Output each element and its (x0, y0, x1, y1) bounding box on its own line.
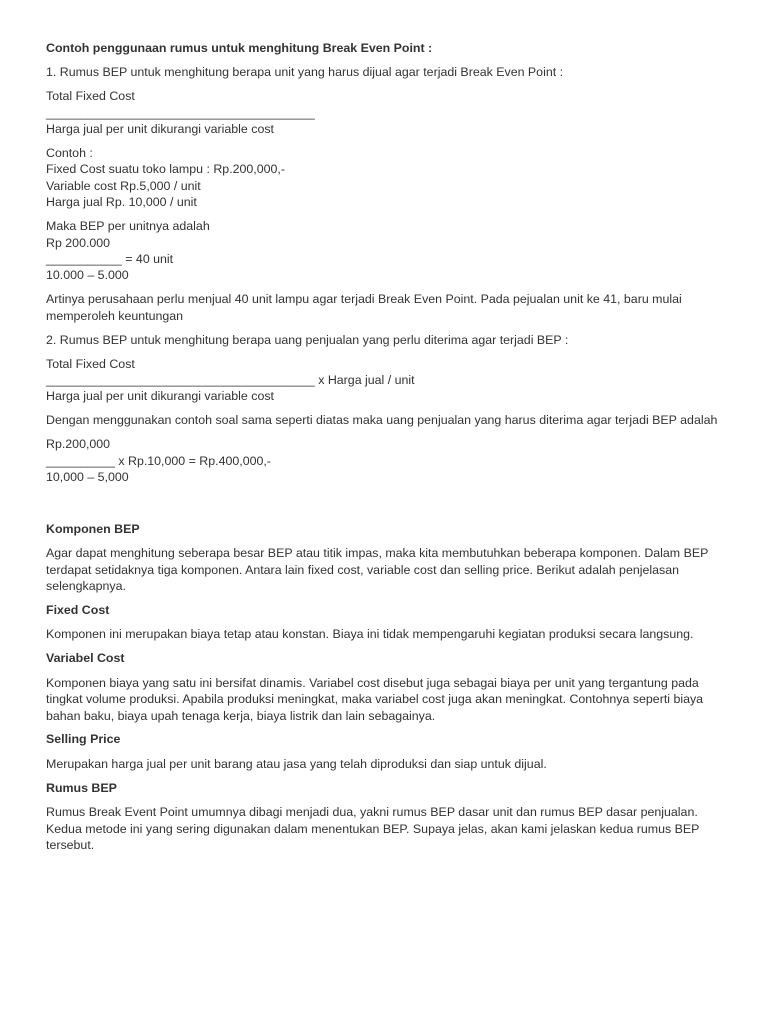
calculation-result: __________ x Rp.10,000 = Rp.400,000,- (46, 453, 271, 468)
formula-denominator: Harga jual per unit dikurangi variable cost (46, 389, 274, 404)
calculation-intro: Maka BEP per unitnya adalah (46, 219, 210, 234)
formula-fraction-bar: _______________________________________ x Harga jual / unit (46, 372, 415, 387)
paragraph-selling-price: Merupakan harga jual per unit barang atau jasa yang telah diproduksi dan siap untuk dijual. (46, 756, 547, 771)
example-block (46, 145, 726, 211)
section-title-components: Komponen BEP (46, 521, 140, 536)
calculation-result: ___________ = 40 unit (46, 251, 174, 266)
example-fixed-cost: Fixed Cost suatu toko lampu : Rp.200,000,- (46, 162, 285, 177)
formula-denominator: Harga jual per unit dikurangi variable cost (46, 122, 274, 137)
formula-bep-sales (46, 356, 726, 405)
paragraph-variable-cost: Komponen biaya yang satu ini bersifat dinamis. Variabel cost disebut juga sebagai biaya per unit yang tergantung pada tingkat volume produksi. Apabila produksi meningkat, maka variabel cost juga akan meningkat. Contohnya seperti biaya bahan baku, biaya upah tenaga kerja, biaya listrik dan lain sebagainya. (46, 675, 704, 723)
paragraph-formula-sales-intro: 2. Rumus BEP untuk menghitung berapa uang penjualan yang perlu diterima agar terjadi BEP : (46, 332, 569, 347)
section-title-example: Contoh penggunaan rumus untuk menghitung Break Even Point : (46, 41, 433, 55)
subheading-fixed-cost: Fixed Cost (46, 602, 110, 617)
paragraph-meaning: Artinya perusahaan perlu menjual 40 unit lampu agar terjadi Break Even Point. Pada pejualan unit ke 41, baru mulai memperoleh keuntungan (46, 292, 682, 323)
formula-numerator: Total Fixed Cost (46, 89, 135, 104)
example-variable-cost: Variable cost Rp.5,000 / unit (46, 178, 201, 193)
subheading-variable-cost: Variabel Cost (46, 651, 125, 666)
calculation-numerator: Rp.200,000 (46, 437, 111, 452)
calculation-denominator: 10,000 – 5,000 (46, 469, 129, 484)
formula-fraction-bar: _______________________________________ (46, 105, 315, 120)
paragraph-same-example: Dengan menggunakan contoh soal sama seperti diatas maka uang penjualan yang harus diterima agar terjadi BEP adalah (46, 413, 718, 428)
paragraph-formula-unit-intro: 1. Rumus BEP untuk menghitung berapa unit yang harus dijual agar terjadi Break Even Point : (46, 65, 564, 80)
spacer (46, 493, 726, 521)
document-page (46, 40, 726, 861)
calculation-denominator: 10.000 – 5.000 (46, 268, 129, 283)
calculation-numerator: Rp 200.000 (46, 235, 111, 250)
subheading-selling-price: Selling Price (46, 732, 121, 747)
paragraph-components-intro: Agar dapat menghitung seberapa besar BEP atau titik impas, maka kita membutuhkan beberapa komponen. Dalam BEP terdapat setidaknya tiga komponen. Antara lain fixed cost, variable cost dan selling price. Berikut adalah penjelasan selengkapnya. (46, 546, 709, 594)
calculation-unit (46, 218, 726, 284)
example-selling-price: Harga jual Rp. 10,000 / unit (46, 195, 197, 210)
paragraph-fixed-cost: Komponen ini merupakan biaya tetap atau konstan. Biaya ini tidak mempengaruhi kegiatan produksi secara langsung. (46, 627, 694, 642)
calculation-sales (46, 436, 726, 485)
formula-numerator: Total Fixed Cost (46, 356, 135, 371)
formula-bep-unit (46, 88, 726, 137)
example-label: Contoh : (46, 146, 93, 161)
paragraph-rumus-bep: Rumus Break Event Point umumnya dibagi menjadi dua, yakni rumus BEP dasar unit dan rumus BEP dasar penjualan. Kedua metode ini yang sering digunakan dalam menentukan BEP. Supaya jelas, akan kami jelaskan kedua rumus BEP tersebut. (46, 805, 700, 852)
subheading-rumus-bep: Rumus BEP (46, 780, 117, 795)
